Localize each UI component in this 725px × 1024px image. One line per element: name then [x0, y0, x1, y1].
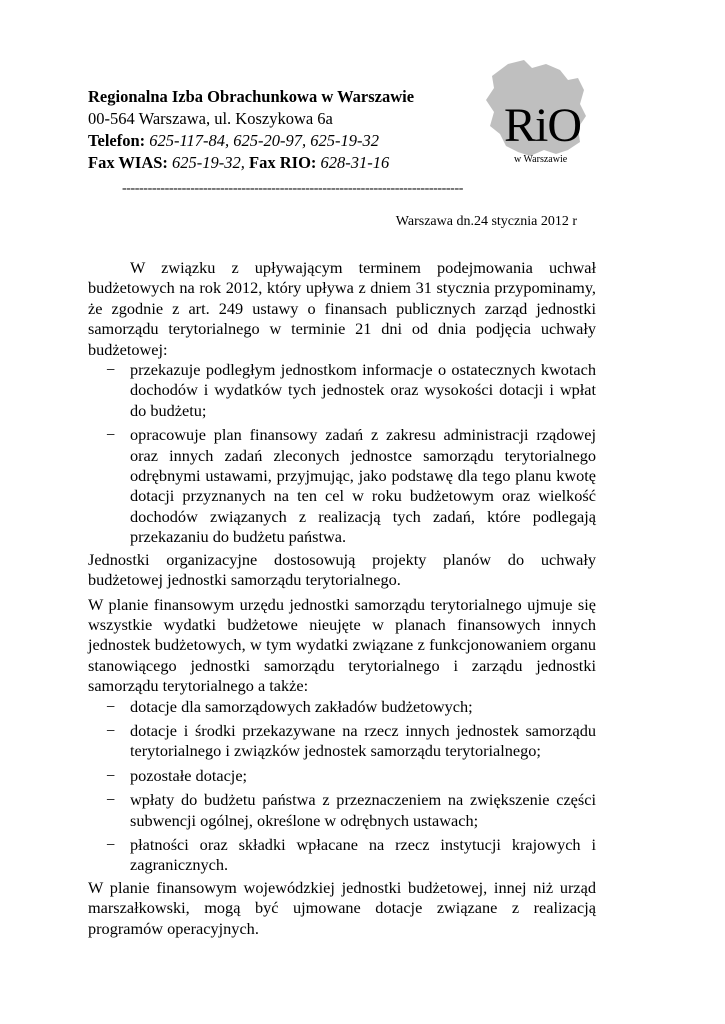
fax-wias-label: Fax WIAS:: [88, 153, 168, 172]
list-item: − dotacje i środki przekazywane na rzecz innych jednostek samorządu terytorialnego i związków jednostek samorządu terytorialnego;: [106, 720, 596, 761]
phone-label: Telefon:: [88, 131, 146, 150]
letter-date: Warszawa dn.24 stycznia 2012 r: [395, 214, 577, 229]
fax-rio-number: 628-31-16: [320, 153, 390, 172]
list-item: − płatności oraz składki wpłacane na rzecz instytucji krajowych i zagranicznych.: [106, 834, 596, 875]
dash-bullet: −: [106, 720, 116, 740]
institution-name: Regionalna Izba Obrachunkowa w Warszawie: [88, 87, 415, 106]
dash-bullet: −: [106, 834, 116, 854]
paragraph-plan: W planie finansowym urzędu jednostki samorządu terytorialnego ujmuje się wszystkie wydatki budżetowe nieujęte w planach finansowych innych jednostek budżetowych, w tym wydatki związane z funkcjonowaniem organu stanowiącego jednostki samorządu terytorialnego i zarządu jednostki samorządu terytorialnego a także:: [88, 594, 596, 696]
paragraph-voivodeship: W planie finansowym wojewódzkiej jednostki budżetowej, innej niż urząd marszałkowski, mogą być ujmowane dotacje związane z realizacją programów operacyjnych.: [88, 877, 596, 938]
dash-bullet: −: [106, 360, 116, 380]
obligations-list: [88, 360, 596, 548]
institution-address: 00-564 Warszawa, ul. Koszykowa 6a: [88, 109, 333, 128]
separator-line: --------------------------------------------------------------------------------: [122, 181, 463, 196]
list-item: − dotacje dla samorządowych zakładów budżetowych;: [106, 696, 473, 716]
logo-text: RiO: [504, 99, 582, 152]
rio-logo: [480, 56, 590, 168]
dash-bullet: −: [106, 425, 116, 445]
phone-numbers: 625-117-84, 625-20-97, 625-19-32: [149, 131, 380, 150]
letter-body: [88, 258, 596, 939]
dash-bullet: −: [106, 765, 116, 785]
list-item: − wpłaty do budżetu państwa z przeznaczeniem na zwiększenie części subwencji ogólnej, określone w odrębnych ustawach;: [106, 790, 596, 830]
fax-rio-label: Fax RIO:: [249, 153, 317, 172]
list-item: − przekazuje podległym jednostkom informacje o ostatecznych kwotach dochodów i wydatków tych jednostek oraz wysokości dotacji i wpłat do budżetu;: [106, 360, 596, 420]
fax-line: [88, 152, 414, 174]
paragraph-intro: W związku z upływającym terminem podejmowania uchwał budżetowych na rok 2012, który upływa z dniem 31 stycznia przypominamy, że zgodnie z art. 249 ustawy o finansach publicznych zarząd jednostki samorządu terytorialnego w terminie 21 dni od dnia podjęcia uchwały budżetowej:: [88, 258, 596, 359]
dash-bullet: −: [106, 696, 116, 716]
letterhead: [88, 86, 414, 174]
list-item: − opracowuje plan finansowy zadań z zakresu administracji rządowej oraz innych zadań zleconych jednostce samorządu terytorialnego odrębnymi ustawami, przyjmując, jako podstawę dla tego planu kwotę dotacji przyznanych na ten cel w roku budżetowym oraz wielkość dochodów związanych z realizacją tych zadań, które podlegają przekazaniu do budżetu państwa.: [106, 425, 596, 547]
list-item: − pozostałe dotacje;: [106, 765, 248, 785]
logo-subtext: w Warszawie: [514, 154, 568, 165]
dash-bullet: −: [106, 790, 116, 810]
expenses-list: [88, 697, 596, 876]
fax-wias-number: 625-19-32,: [172, 153, 245, 172]
phone-line: [88, 130, 414, 152]
paragraph-units: Jednostki organizacyjne dostosowują projekty planów do uchwały budżetowej jednostki samorządu terytorialnego.: [88, 549, 596, 590]
